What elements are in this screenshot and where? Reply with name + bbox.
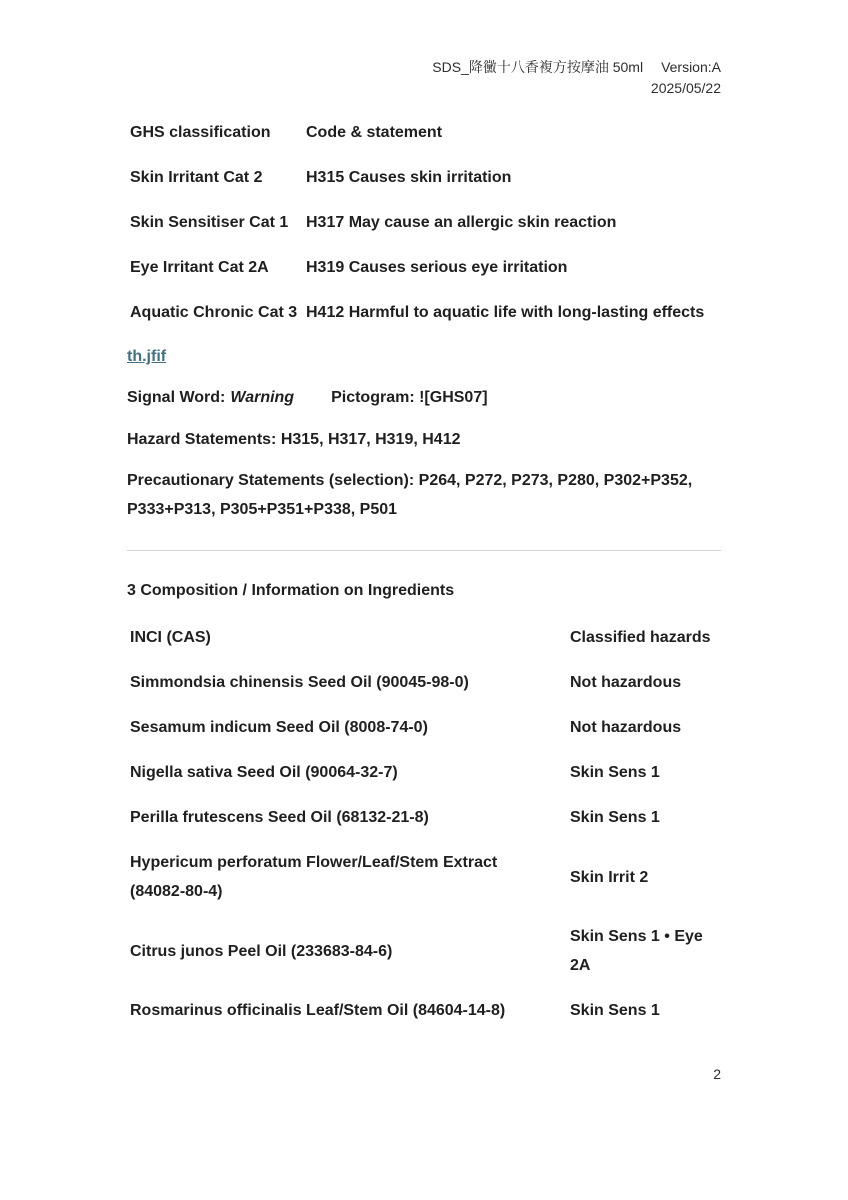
- table-cell: Hypericum perforatum Flower/Leaf/Stem Extract (84082-80-4): [130, 854, 498, 900]
- ingredients-table: [127, 615, 721, 1033]
- table-cell: Simmondsia chinensis Seed Oil (90045-98-0): [130, 674, 469, 691]
- table-row: [127, 705, 721, 750]
- table-cell: Skin Sens 1: [570, 809, 660, 826]
- signal-word-label: Signal Word:: [127, 389, 226, 406]
- page-header: [127, 57, 721, 99]
- table-header-row: [127, 615, 721, 660]
- signal-word-line: [127, 383, 721, 412]
- table-cell: Citrus junos Peel Oil (233683-84-6): [130, 942, 393, 960]
- table-cell: Skin Sens 1 • Eye 2A: [570, 928, 703, 974]
- table-cell: Skin Irritant Cat 2: [130, 169, 263, 186]
- attachment-link[interactable]: th.jfif: [127, 348, 167, 365]
- ghs-classification-table: [127, 110, 721, 335]
- ghs-classification-column-header: GHS classification: [130, 124, 271, 141]
- precautionary-statements-line: Precautionary Statements (selection): P264, P272, P273, P280, P302+P352, P333+P313, P305+P351+P338, P501: [127, 472, 693, 518]
- table-cell: Rosmarinus officinalis Leaf/Stem Oil (84604-14-8): [130, 1002, 506, 1019]
- table-row: [127, 660, 721, 705]
- section-divider: [127, 550, 721, 551]
- table-cell: Not hazardous: [570, 719, 682, 736]
- table-cell: Skin Sens 1: [570, 764, 660, 781]
- table-row: [127, 840, 721, 914]
- table-row: [127, 155, 721, 200]
- table-cell: H319 Causes serious eye irritation: [306, 259, 568, 276]
- table-cell: Nigella sativa Seed Oil (90064-32-7): [130, 764, 398, 781]
- table-row: [127, 750, 721, 795]
- table-row: [127, 795, 721, 840]
- table-cell: Not hazardous: [570, 674, 682, 691]
- section-3-heading: 3 Composition / Information on Ingredients: [127, 582, 455, 599]
- pictogram-label: Pictogram: ![GHS07]: [331, 389, 488, 406]
- table-cell: Skin Sensitiser Cat 1: [130, 214, 289, 231]
- document-date: 2025/05/22: [650, 80, 721, 96]
- table-row: [127, 988, 721, 1033]
- code-statement-column-header: Code & statement: [306, 124, 443, 141]
- page-number: 2: [713, 1066, 721, 1082]
- classified-hazards-column-header: Classified hazards: [570, 629, 711, 646]
- signal-word-value: Warning: [230, 389, 295, 406]
- inci-cas-column-header: INCI (CAS): [130, 629, 211, 646]
- document-title: SDS_降黴十八香複方按摩油 50ml: [432, 59, 644, 75]
- table-cell: Perilla frutescens Seed Oil (68132-21-8): [130, 809, 429, 826]
- table-row: [127, 245, 721, 290]
- table-cell: Sesamum indicum Seed Oil (8008-74-0): [130, 719, 428, 736]
- table-cell: H412 Harmful to aquatic life with long-lasting effects: [306, 304, 705, 321]
- table-cell: Eye Irritant Cat 2A: [130, 259, 269, 276]
- document-body: [127, 110, 721, 1033]
- document-version: Version:A: [661, 59, 721, 75]
- table-cell: H317 May cause an allergic skin reaction: [306, 214, 617, 231]
- table-cell: H315 Causes skin irritation: [306, 169, 512, 186]
- table-row: [127, 914, 721, 988]
- table-row: [127, 200, 721, 245]
- table-cell: Skin Sens 1: [570, 1002, 660, 1019]
- table-cell: Aquatic Chronic Cat 3: [130, 304, 298, 321]
- table-cell: Skin Irrit 2: [570, 868, 649, 886]
- table-row: [127, 290, 721, 335]
- attachment-line: [127, 342, 721, 371]
- header-line: [127, 57, 721, 78]
- table-header-row: [127, 110, 721, 155]
- hazard-statements-line: Hazard Statements: H315, H317, H319, H412: [127, 431, 461, 448]
